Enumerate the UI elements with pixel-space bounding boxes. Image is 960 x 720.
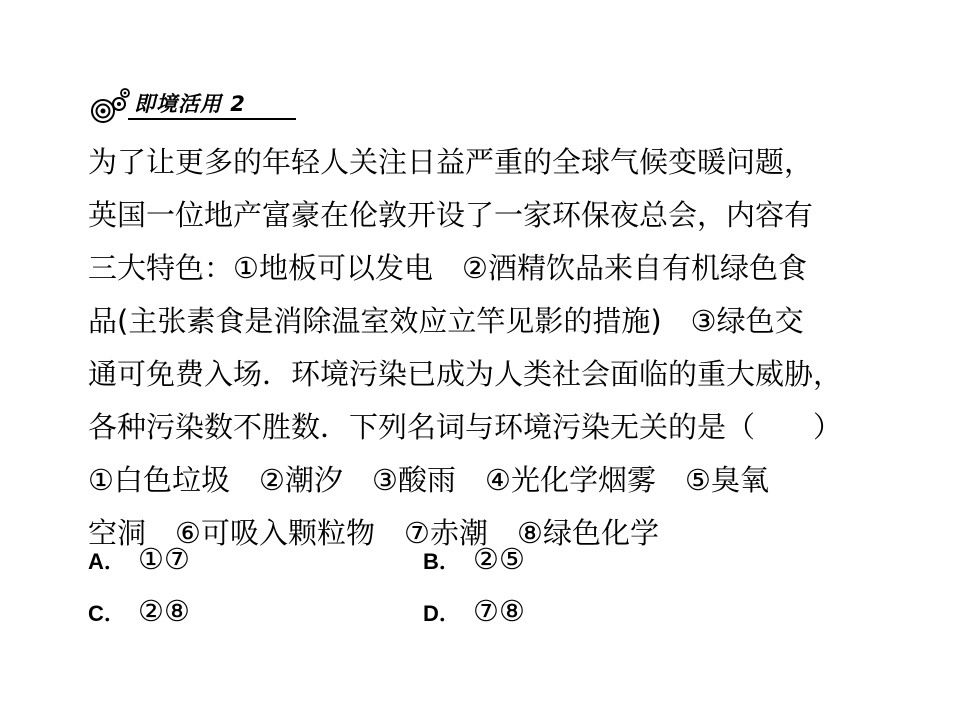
choice-letter: A． <box>88 549 126 574</box>
choice-d[interactable] <box>423 586 525 636</box>
question-line: 各种污染数不胜数．下列名词与环境污染无关的是（ ） <box>88 410 843 444</box>
question-line: ①白色垃圾 ②潮汐 ③酸雨 ④光化学烟雾 ⑤臭氧 <box>88 463 769 497</box>
choice-letter: B． <box>423 549 461 574</box>
question-line: 三大特色：①地板可以发电 ②酒精饮品来自有机绿色食 <box>88 251 807 285</box>
choice-text: ②⑧ <box>138 594 190 628</box>
question-line: 品(主张素食是消除温室效应立竿见影的措施) ③绿色交 <box>88 304 804 338</box>
choice-a[interactable] <box>88 534 190 584</box>
title-underline <box>128 118 296 120</box>
choice-c[interactable] <box>88 586 190 636</box>
question-line: 英国一位地产富豪在伦敦开设了一家环保夜总会，内容有 <box>88 198 814 232</box>
choice-letter: C． <box>88 601 126 626</box>
question-line: 为了让更多的年轻人关注日益严重的全球气候变暖问题， <box>88 145 814 179</box>
section-title: 即境活用 2 <box>134 92 246 116</box>
choice-letter: D． <box>423 601 461 626</box>
section-header <box>88 80 308 128</box>
choice-b[interactable] <box>423 534 525 584</box>
choice-text: ①⑦ <box>138 542 190 576</box>
question-line: 通可免费入场．环境污染已成为人类社会面临的重大威胁， <box>88 357 843 391</box>
choice-text: ⑦⑧ <box>473 594 525 628</box>
question-line: 空洞 ⑥可吸入颗粒物 ⑦赤潮 ⑧绿色化学 <box>88 516 659 550</box>
choice-text: ②⑤ <box>473 542 525 576</box>
question-text <box>88 136 918 560</box>
